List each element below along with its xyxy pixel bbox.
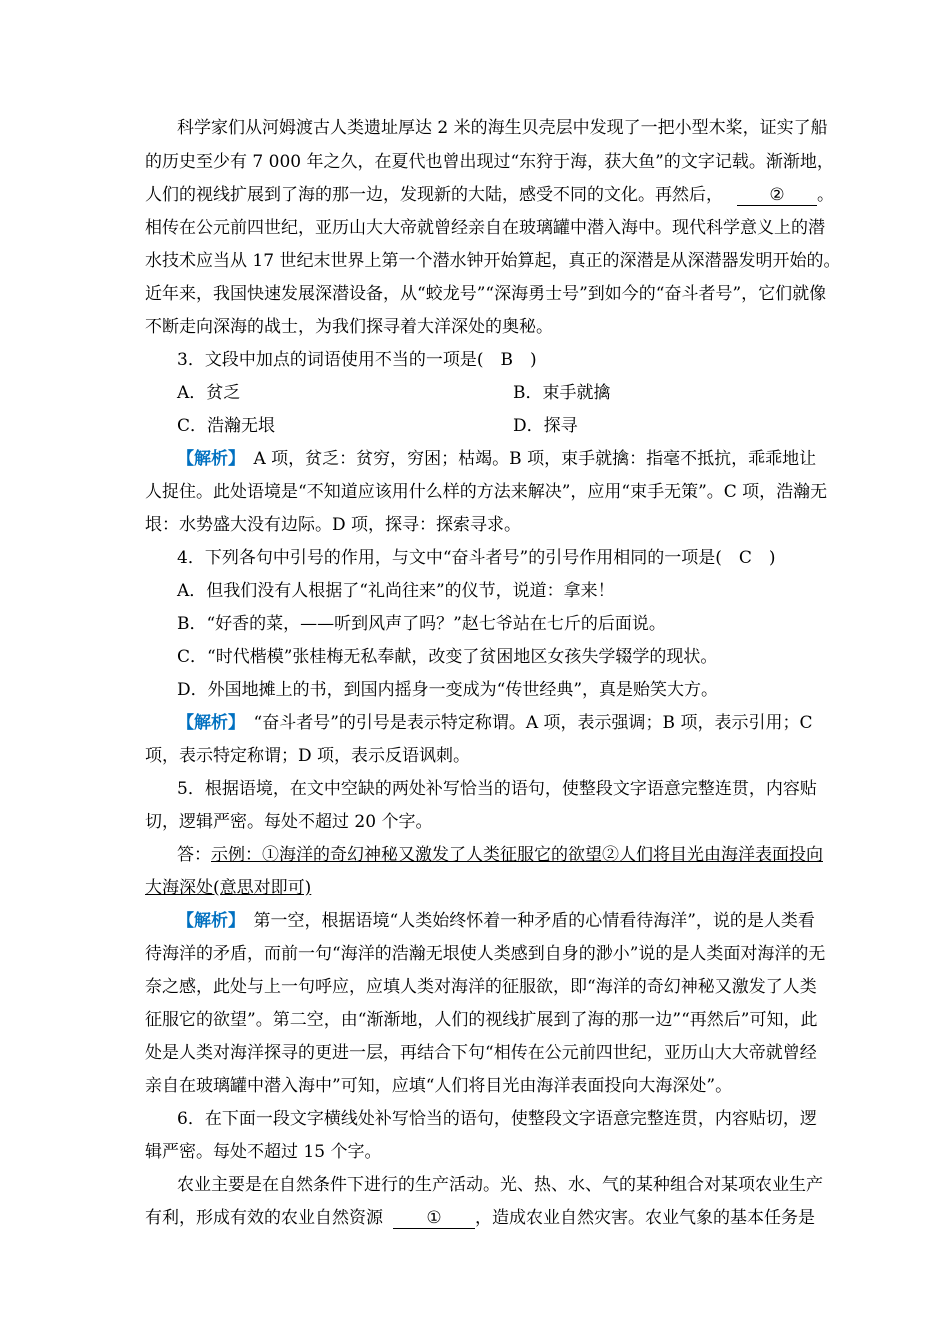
option-a: A．贫乏: [177, 383, 241, 403]
question-6-stem: 6．在下面一段文字横线处补写恰当的语句，使整段文字语意完整连贯，内容贴切，逻: [177, 1109, 817, 1129]
passage-text: 人们的视线扩展到了海的那一边，发现新的大陆，感受不同的文化。再然后，: [145, 185, 723, 205]
analysis-line: 奈之感，此处与上一句呼应，应填人类对海洋的征服欲，即“海洋的奇幻神秘又激发了人类: [145, 977, 817, 997]
question-3-options-row: [177, 414, 810, 438]
analysis-tag: 【解析】: [177, 713, 237, 733]
option-b: B．“好香的菜，——听到风声了吗？”赵七爷站在七斤的后面说。: [177, 614, 666, 634]
analysis-line: 项，表示特定称谓；D 项，表示反语讽刺。: [145, 746, 471, 766]
answer-text: 示例：①海洋的奇幻神秘又激发了人类征服它的欲望②人们将目光由海洋表面投向: [211, 845, 823, 865]
q6-text-part: 有利，形成有效的农业自然资源: [145, 1208, 383, 1228]
q6-text-part: ，造成农业自然灾害。农业气象的基本任务是: [475, 1208, 815, 1228]
passage-line: 水技术应当从 17 世纪末世界上第一个潜水钟开始算起，真正的深潜是从深潜器发明开始的。: [145, 251, 841, 271]
passage-line: 不断走向深海的战士，为我们探寻着大洋深处的奥秘。: [145, 317, 553, 337]
analysis-line: 处是人类对海洋探寻的更进一层，再结合下句“相传在公元前四世纪，亚历山大大帝就曾经: [145, 1043, 817, 1063]
analysis-line: [177, 909, 815, 933]
option-c: C．“时代楷模”张桂梅无私奉献，改变了贫困地区女孩失学辍学的现状。: [177, 647, 718, 667]
question-5-stem: 5．根据语境，在文中空缺的两处补写恰当的语句，使整段文字语意完整连贯，内容贴: [177, 779, 817, 799]
question-6-stem: 辑严密。每处不超过 15 个字。: [145, 1142, 382, 1162]
analysis-text: 第一空，根据语境“人类始终怀着一种矛盾的心情看待海洋”，说的是人类看: [253, 911, 815, 931]
analysis-line: 垠：水势盛大没有边际。D 项，探寻：探索寻求。: [145, 515, 522, 535]
answer-blank-1: ①: [393, 1208, 475, 1229]
analysis-tag: 【解析】: [177, 911, 237, 931]
analysis-line: [177, 447, 817, 471]
passage-line: 相传在公元前四世纪，亚历山大大帝就曾经亲自在玻璃罐中潜入海中。现代科学意义上的潜: [145, 218, 825, 238]
analysis-text: A 项，贫乏：贫穷，穷困；枯竭。B 项，束手就擒：指毫不抵抗，乖乖地让: [253, 449, 817, 469]
option-d: D．探寻: [513, 416, 578, 436]
question-3-options-row: [177, 381, 810, 405]
analysis-line: 亲自在玻璃罐中潜入海中”可知，应填“人们将目光由海洋表面投向大海深处”。: [145, 1076, 733, 1096]
analysis-line: [177, 711, 813, 735]
question-4-stem: 4．下列各句中引号的作用，与文中“奋斗者号”的引号作用相同的一项是( C ): [177, 548, 776, 568]
question-6-text: [145, 1206, 815, 1230]
option-d: D．外国地摊上的书，到国内摇身一变成为“传世经典”，真是贻笑大方。: [177, 680, 719, 700]
question-5-stem: 切，逻辑严密。每处不超过 20 个字。: [145, 812, 433, 832]
question-6-text: 农业主要是在自然条件下进行的生产活动。光、热、水、气的某种组合对某项农业生产: [177, 1175, 823, 1195]
answer-line: [177, 843, 823, 867]
period: 。: [817, 185, 834, 205]
answer-prefix: 答：: [177, 845, 211, 865]
passage-line: 的历史至少有 7 000 年之久，在夏代也曾出现过“东狩于海，获大鱼”的文字记载。渐渐地，: [145, 152, 834, 172]
analysis-text: “奋斗者号”的引号是表示特定称谓。A 项，表示强调；B 项，表示引用；C: [253, 713, 813, 733]
analysis-line: 征服它的欲望”。第二空，由“渐渐地，人们的视线扩展到了海的那一边”“再然后”可知，此: [145, 1010, 818, 1030]
answer-blank-2: ②: [737, 185, 817, 206]
answer-text: 大海深处(意思对即可): [145, 878, 312, 898]
option-b: B．束手就擒: [513, 383, 611, 403]
analysis-tag: 【解析】: [177, 449, 237, 469]
passage-line: 科学家们从河姆渡古人类遗址厚达 2 米的海生贝壳层中发现了一把小型木桨，证实了船: [177, 118, 828, 138]
analysis-line: 待海洋的矛盾，而前一句“海洋的浩瀚无垠使人类感到自身的渺小”说的是人类面对海洋的无: [145, 944, 826, 964]
answer-line: [145, 876, 810, 900]
option-a: A．但我们没有人根据了“礼尚往来”的仪节，说道：拿来！: [177, 581, 615, 601]
passage-line: 近年来，我国快速发展深潜设备，从“蛟龙号”“深海勇士号”到如今的“奋斗者号”，它们就像: [145, 284, 827, 304]
option-c: C．浩瀚无垠: [177, 416, 276, 436]
analysis-line: 人捉住。此处语境是“不知道应该用什么样的方法来解决”，应用“束手无策”。C 项，浩瀚无: [145, 482, 828, 502]
passage-line: [145, 183, 834, 207]
question-3-stem: 3．文段中加点的词语使用不当的一项是( B ): [177, 350, 537, 370]
